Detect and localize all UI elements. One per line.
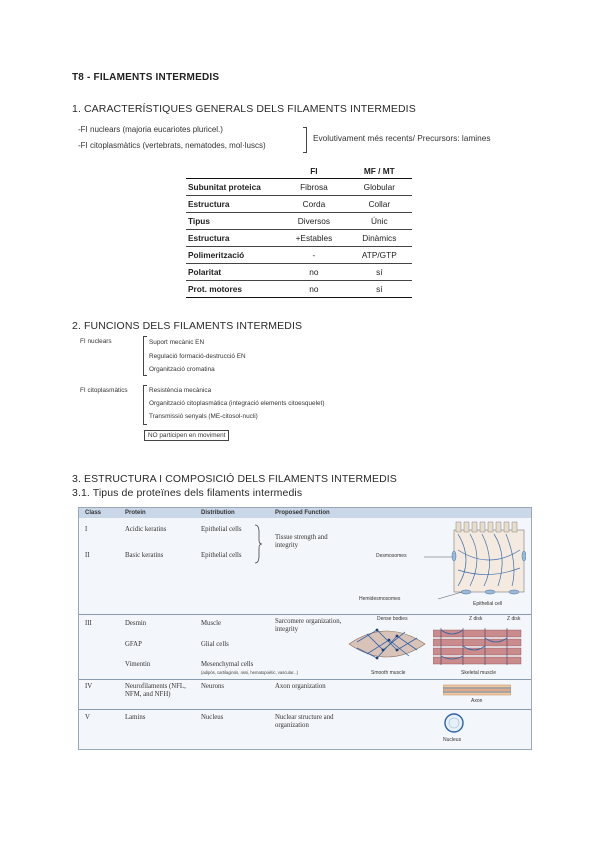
compare-cell: Únic: [347, 213, 412, 230]
label-dense-bodies: Dense bodies: [377, 616, 408, 622]
distribution-cell: Neurons: [201, 683, 225, 690]
section-1-heading: 1. CARACTERÍSTIQUES GENERALS DELS FILAMENTS INTERMEDIS: [72, 103, 416, 115]
no-movement-note: NO participen en moviment: [144, 430, 229, 441]
figure-header-protein: Protein: [125, 510, 146, 516]
nucleus-illustration: [443, 712, 465, 734]
label-nucleus: Nucleus: [443, 737, 462, 743]
protein-cell: Desmin: [125, 620, 147, 627]
row-separator: [79, 679, 531, 680]
compare-cell: Corda: [281, 196, 346, 213]
class-cell: V: [85, 714, 90, 721]
label-epithelial-cell: Epithelial cell: [473, 601, 503, 607]
label-smooth-muscle: Smooth muscle: [371, 670, 406, 676]
compare-cell: no: [281, 264, 346, 281]
sec1-bracket: [303, 127, 307, 153]
cyto-item: Transmissió senyals (ME-citosol-nucli): [149, 413, 258, 420]
page-title: T8 - FILAMENTS INTERMEDIS: [72, 72, 220, 83]
compare-cell: Dinàmics: [347, 230, 412, 247]
compare-cell: Polaritat: [186, 264, 281, 281]
compare-cell: ATP/GTP: [347, 247, 412, 264]
function-cell: Nuclear structure and organization: [275, 714, 334, 729]
class-cell: IV: [85, 683, 93, 690]
distribution-cell: Epithelial cells: [201, 526, 242, 533]
smooth-muscle-illustration: [347, 620, 427, 668]
class-cell: I: [85, 526, 88, 533]
compare-cell: Estructura: [186, 230, 281, 247]
compare-cell: Diversos: [281, 213, 346, 230]
protein-cell: Acidic keratins: [125, 526, 167, 533]
compare-header-fi: FI: [281, 164, 346, 179]
function-cell: Sarcomere organization, integrity: [275, 618, 342, 633]
protein-cell: Lamins: [125, 714, 146, 721]
nuclear-item: Suport mecànic EN: [149, 339, 205, 346]
class-cell: III: [85, 620, 92, 627]
cyto-item: Organització citoplasmàtica (integració elements citoesquelet): [149, 400, 325, 407]
label-axon: Axon: [471, 698, 483, 704]
compare-cell: Prot. motores: [186, 281, 281, 298]
nuclear-label: FI nuclears: [80, 338, 112, 345]
cyto-bracket: [143, 385, 147, 425]
compare-row: [186, 230, 412, 247]
section-2-heading: 2. FUNCIONS DELS FILAMENTS INTERMEDIS: [72, 320, 303, 332]
figure-header-class: Class: [85, 510, 102, 516]
label-desmosomes: Desmosomes: [376, 553, 407, 559]
figure-header-function: Proposed Function: [275, 510, 330, 516]
nuclear-item: Regulació formació-destrucció EN: [149, 353, 246, 360]
distribution-cell: Epithelial cells: [201, 552, 242, 559]
figure-header-distribution: Distribution: [201, 510, 235, 516]
cyto-item: Resistència mecànica: [149, 387, 212, 394]
protein-cell: GFAP: [125, 641, 142, 648]
nuclear-bracket: [143, 336, 147, 376]
protein-cell: Neurofilaments (NFL, NFM, and NFH): [125, 683, 186, 698]
compare-header-blank: [186, 164, 281, 179]
if-classes-figure: [78, 507, 532, 750]
compare-cell: Subunitat proteica: [188, 182, 261, 192]
sec1-line-1: -FI nuclears (majoria eucariotes pluricel.): [78, 125, 223, 134]
keratin-function: Tissue strength and integrity: [275, 534, 328, 549]
compare-cell: sí: [347, 281, 412, 298]
compare-cell: +Estables: [281, 230, 346, 247]
compare-row: [186, 196, 412, 213]
compare-cell: Globular: [363, 182, 395, 192]
keratin-brace: [253, 524, 263, 564]
label-z-disk-1: Z disk: [469, 616, 483, 622]
comparison-table: [186, 164, 412, 298]
compare-cell: sí: [347, 264, 412, 281]
sec1-summary: Evolutivament més recents/ Precursors: lamines: [313, 133, 491, 143]
label-z-disk-2: Z disk: [507, 616, 521, 622]
compare-row: [186, 213, 412, 230]
vimentin-tissues: (adipós, cartilaginós, ossi, hematopoètic, vascular...): [201, 670, 299, 675]
protein-cell: Vimentin: [125, 661, 151, 668]
label-skeletal-muscle: Skeletal muscle: [461, 670, 497, 676]
compare-row: [186, 247, 412, 264]
nuclear-item: Organització cromatina: [149, 366, 215, 373]
compare-cell: Fibrosa: [300, 182, 328, 192]
row-separator: [79, 614, 531, 615]
label-hemidesmosomes: Hemidesmosomes: [359, 596, 401, 602]
cyto-label: FI citoplasmàtics: [80, 387, 128, 394]
section-3-1-heading: 3.1. Tipus de proteïnes dels filaments intermedis: [72, 487, 303, 499]
compare-row: [186, 179, 412, 196]
distribution-cell: Nucleus: [201, 714, 224, 721]
distribution-cell: Mesenchymal cells: [201, 661, 254, 668]
compare-header-mfmt: MF / MT: [347, 164, 412, 179]
skeletal-muscle-illustration: [433, 626, 523, 666]
compare-cell: Tipus: [186, 213, 281, 230]
class-cell: II: [85, 552, 90, 559]
distribution-cell: Muscle: [201, 620, 222, 627]
distribution-cell: Glial cells: [201, 641, 229, 648]
compare-cell: no: [281, 281, 346, 298]
protein-cell: Basic keratins: [125, 552, 164, 559]
compare-cell: Estructura: [186, 196, 281, 213]
section-3-heading: 3. ESTRUCTURA I COMPOSICIÓ DELS FILAMENTS INTERMEDIS: [72, 473, 397, 485]
axon-illustration: [443, 684, 511, 696]
compare-row: [186, 281, 412, 298]
sec1-line-2: -FI citoplasmàtics (vertebrats, nematodes, mol·luscs): [78, 141, 266, 150]
compare-cell: Polimerització: [186, 247, 281, 264]
function-cell: Axon organization: [275, 683, 326, 690]
compare-cell: -: [281, 247, 346, 264]
row-separator: [79, 709, 531, 710]
compare-cell: Collar: [347, 196, 412, 213]
compare-row: [186, 264, 412, 281]
